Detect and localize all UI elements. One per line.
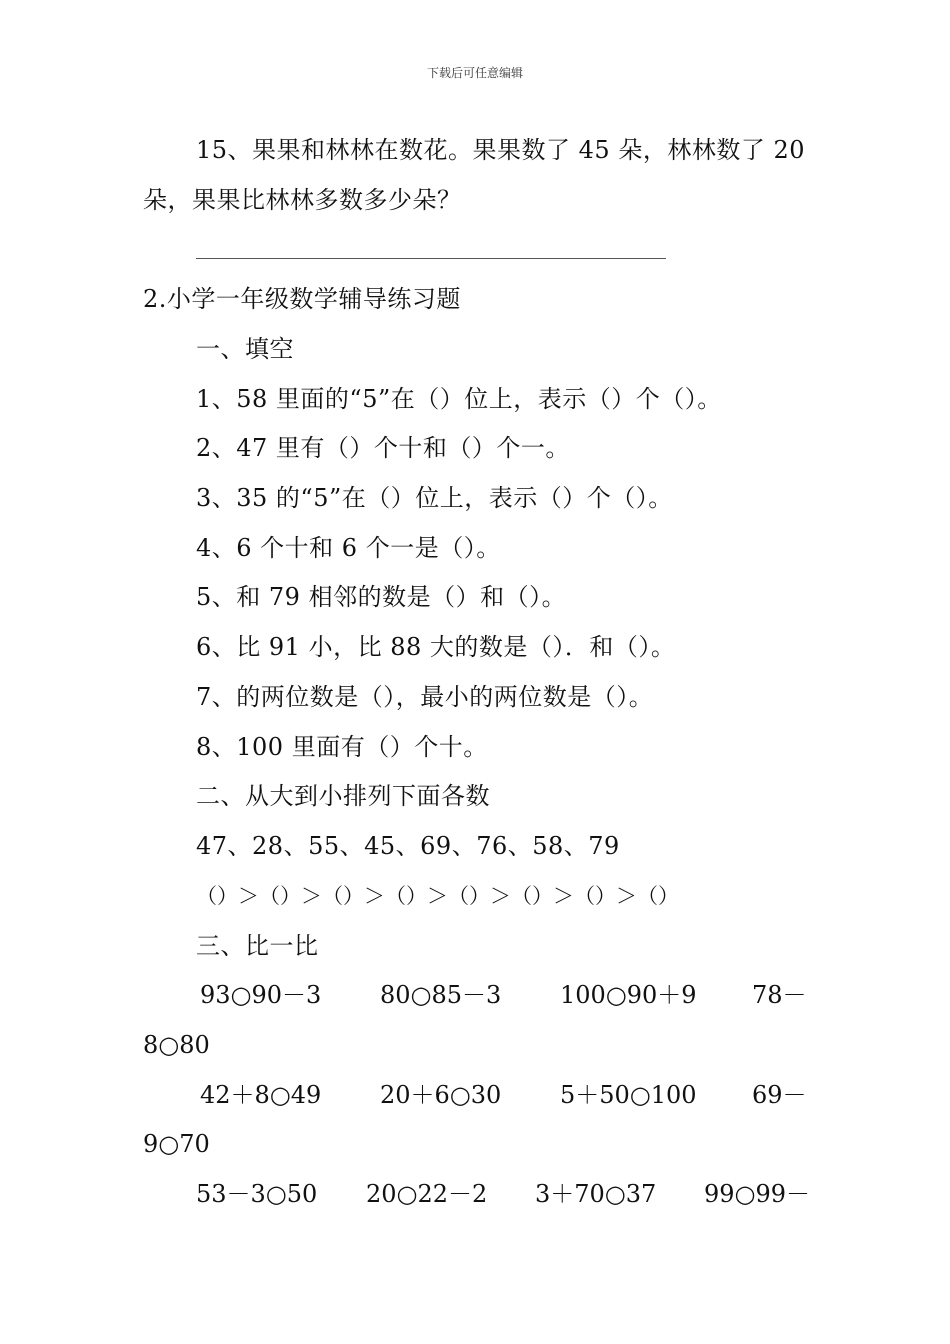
compare-3-3: 3＋70○37 (535, 1180, 657, 1208)
fill-item-7: 7、的两位数是（），最小的两位数是（）。 (196, 683, 654, 711)
compare-1-4: 78－ (752, 981, 807, 1009)
compare-1-4-wrap: 8○80 (143, 1031, 210, 1059)
fill-item-1: 1、58 里面的“5”在（）位上，表示（）个（）。 (196, 385, 722, 413)
question-15-line-1: 15、果果和林林在数花。果果数了 45 朵，林林数了 20 (196, 136, 806, 164)
compare-2-2: 20＋6○30 (380, 1081, 502, 1109)
compare-1-1: 93○90－3 (200, 981, 322, 1009)
fill-item-8: 8、100 里面有（）个十。 (196, 733, 488, 761)
compare-3-2: 20○22－2 (366, 1180, 488, 1208)
section-title: 2.小学一年级数学辅导练习题 (143, 285, 461, 313)
fill-item-5: 5、和 79 相邻的数是（）和（）。 (196, 583, 567, 611)
compare-3-4: 99○99－ (704, 1180, 811, 1208)
compare-2-4-wrap: 9○70 (143, 1130, 210, 1158)
compare-3-1: 53－3○50 (196, 1180, 318, 1208)
fill-item-3: 3、35 的“5”在（）位上，表示（）个（）。 (196, 484, 673, 512)
page-header: 下载后可任意编辑 (426, 66, 523, 80)
fill-item-4: 4、6 个十和 6 个一是（）。 (196, 534, 501, 562)
question-15-line-2: 朵，果果比林林多数多少朵？ (143, 186, 462, 214)
compare-2-1: 42＋8○49 (200, 1081, 322, 1109)
compare-1-2: 80○85－3 (380, 981, 502, 1009)
fill-item-2: 2、47 里有（）个十和（）个一。 (196, 434, 570, 462)
number-list: 47、28、55、45、69、76、58、79 (196, 832, 620, 860)
fill-item-6: 6、比 91 小，比 88 大的数是（）．和（）。 (196, 633, 676, 661)
part2-heading: 二、从大到小排列下面各数 (196, 782, 490, 810)
answer-line (196, 258, 666, 259)
part3-heading: 三、比一比 (196, 932, 319, 960)
compare-2-4: 69－ (752, 1081, 807, 1109)
part1-heading: 一、填空 (196, 335, 294, 363)
compare-2-3: 5＋50○100 (560, 1081, 697, 1109)
ordering-blanks: （）＞（）＞（）＞（）＞（）＞（）＞（）＞（） (196, 884, 679, 908)
compare-1-3: 100○90＋9 (560, 981, 697, 1009)
